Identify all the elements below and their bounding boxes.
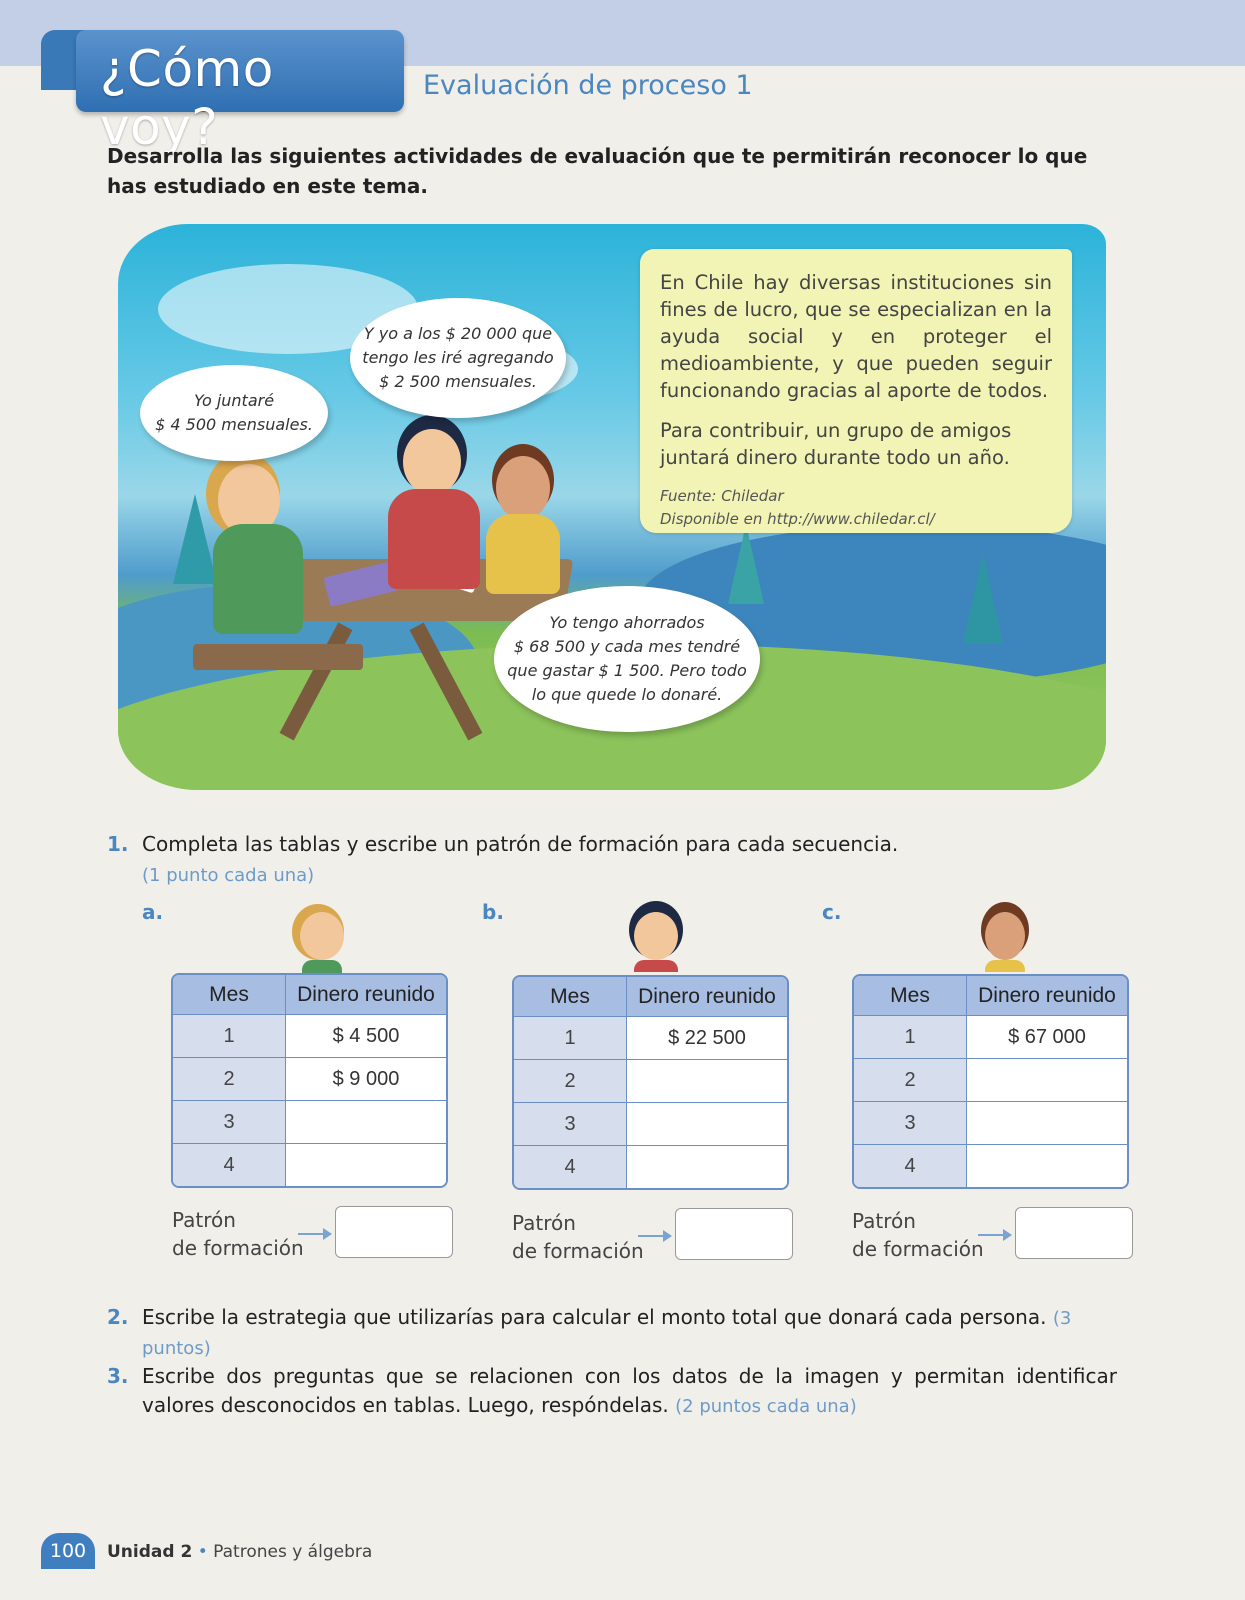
money-cell[interactable]	[967, 1059, 1127, 1102]
question-text: Completa las tablas y escribe un patrón de formación para cada secuencia.	[142, 832, 899, 856]
table-a	[171, 973, 448, 1188]
unit-label: Unidad 2	[107, 1542, 193, 1562]
page-subtitle: Evaluación de proceso 1	[423, 70, 753, 101]
patron-label	[852, 1207, 984, 1263]
month-cell: 2	[173, 1058, 286, 1101]
month-cell: 3	[854, 1102, 967, 1145]
speech-text: Yo tengo ahorrados $ 68 500 y cada mes tendré que gastar $ 1 500. Pero todo lo que quede lo donaré.	[507, 613, 747, 704]
month-cell: 4	[514, 1146, 627, 1188]
girl-head	[403, 429, 461, 495]
patron-label	[172, 1206, 304, 1262]
item-letter: a.	[142, 900, 164, 924]
money-cell[interactable]	[286, 1101, 446, 1144]
col-header-month: Mes	[854, 976, 967, 1016]
page-number: 100	[41, 1533, 95, 1569]
boy-body	[213, 524, 303, 634]
money-cell[interactable]	[627, 1103, 787, 1146]
question-points: (1 punto cada una)	[142, 865, 315, 886]
footer-unit	[107, 1542, 372, 1562]
boy2-avatar	[975, 906, 1035, 970]
page-title: ¿Cómo voy?	[100, 40, 274, 156]
month-cell: 1	[514, 1017, 627, 1060]
source-citation	[660, 485, 1052, 531]
col-header-month: Mes	[173, 975, 286, 1015]
question-points: (3 puntos)	[142, 1308, 1072, 1359]
question-points: (2 puntos cada una)	[675, 1396, 857, 1417]
tree	[728, 524, 764, 604]
question-number: 1.	[107, 832, 129, 856]
arrow-icon	[978, 1234, 1008, 1236]
question-body: Escribe dos preguntas que se relacionen con los datos de la imagen y permitan identificar valores desconocidos en tablas. Luego, respóndelas.	[142, 1364, 1117, 1417]
money-cell[interactable]	[967, 1102, 1127, 1145]
info-paragraph: En Chile hay diversas instituciones sin fines de lucro, que se especializan en la ayuda social y en proteger el medioambiente, y que pueden seguir funcionando gracias al aporte de todos.	[660, 271, 1052, 402]
month-cell: 2	[854, 1059, 967, 1102]
tree	[173, 494, 217, 584]
question-text	[142, 1362, 1117, 1421]
patron-label-line: de formación	[852, 1237, 984, 1261]
boy2-body	[486, 514, 560, 594]
question-text	[142, 1303, 1142, 1363]
intro-text: Desarrolla las siguientes actividades de evaluación que te permitirán reconocer lo que has estudiado en este tema.	[107, 144, 1088, 198]
patron-label-line: Patrón	[512, 1211, 576, 1235]
money-cell[interactable]	[627, 1146, 787, 1188]
separator: •	[197, 1542, 208, 1562]
patron-answer-box[interactable]	[335, 1206, 453, 1258]
col-header-money: Dinero reunido	[967, 976, 1127, 1016]
girl-body	[388, 489, 480, 589]
boy-avatar	[292, 910, 352, 974]
question-body: Escribe la estrategia que utilizarías para calcular el monto total que donará cada persona.	[142, 1305, 1047, 1329]
arrow-icon	[298, 1233, 328, 1235]
col-header-month: Mes	[514, 977, 627, 1017]
patron-label-line: Patrón	[172, 1208, 236, 1232]
speech-bubble-boy2	[494, 586, 760, 732]
month-cell: 1	[173, 1015, 286, 1058]
table-b	[512, 975, 789, 1190]
table-row	[854, 1059, 1127, 1102]
patron-label-line: Patrón	[852, 1209, 916, 1233]
tree	[963, 554, 1003, 644]
info-paragraph: Para contribuir, un grupo de amigos juntará dinero durante todo un año.	[660, 419, 1012, 469]
money-cell: $ 67 000	[967, 1016, 1127, 1059]
table-row	[854, 1102, 1127, 1145]
money-cell: $ 9 000	[286, 1058, 446, 1101]
arrow-icon	[638, 1235, 668, 1237]
table-row	[514, 1103, 787, 1146]
table-row	[173, 1058, 446, 1101]
table-row	[173, 1101, 446, 1144]
boy2-head	[496, 456, 550, 520]
item-letter: b.	[482, 900, 504, 924]
money-cell: $ 22 500	[627, 1017, 787, 1060]
money-cell[interactable]	[627, 1060, 787, 1103]
girl-avatar	[626, 906, 686, 970]
month-cell: 2	[514, 1060, 627, 1103]
patron-label-line: de formación	[172, 1236, 304, 1260]
table-row	[173, 1144, 446, 1186]
source-line: Disponible en http://www.chiledar.cl/	[660, 510, 935, 528]
speech-text: Y yo a los $ 20 000 que tengo les iré agregando $ 2 500 mensuales.	[362, 324, 554, 391]
question-number: 3.	[107, 1364, 129, 1388]
money-cell: $ 4 500	[286, 1015, 446, 1058]
source-line: Fuente: Chiledar	[660, 487, 784, 505]
money-cell[interactable]	[967, 1145, 1127, 1187]
item-letter: c.	[822, 900, 842, 924]
patron-answer-box[interactable]	[675, 1208, 793, 1260]
month-cell: 4	[173, 1144, 286, 1186]
month-cell: 4	[854, 1145, 967, 1187]
month-cell: 1	[854, 1016, 967, 1059]
patron-label-line: de formación	[512, 1239, 644, 1263]
patron-answer-box[interactable]	[1015, 1207, 1133, 1259]
table-row	[514, 1017, 787, 1060]
col-header-money: Dinero reunido	[627, 977, 787, 1017]
money-cell[interactable]	[286, 1144, 446, 1186]
speech-text: Yo juntaré $ 4 500 mensuales.	[155, 391, 313, 434]
question-number: 2.	[107, 1305, 129, 1329]
table-row	[854, 1145, 1127, 1187]
title-tab	[76, 30, 404, 156]
month-cell: 3	[514, 1103, 627, 1146]
table-row	[514, 1146, 787, 1188]
table-row	[854, 1016, 1127, 1059]
col-header-money: Dinero reunido	[286, 975, 446, 1015]
speech-bubble-boy	[140, 365, 328, 461]
table-c	[852, 974, 1129, 1189]
table-row	[514, 1060, 787, 1103]
speech-bubble-girl	[350, 298, 566, 418]
bench	[193, 644, 363, 670]
info-box	[640, 249, 1072, 533]
table-row	[173, 1015, 446, 1058]
patron-label	[512, 1209, 644, 1265]
unit-topic: Patrones y álgebra	[213, 1542, 373, 1562]
month-cell: 3	[173, 1101, 286, 1144]
